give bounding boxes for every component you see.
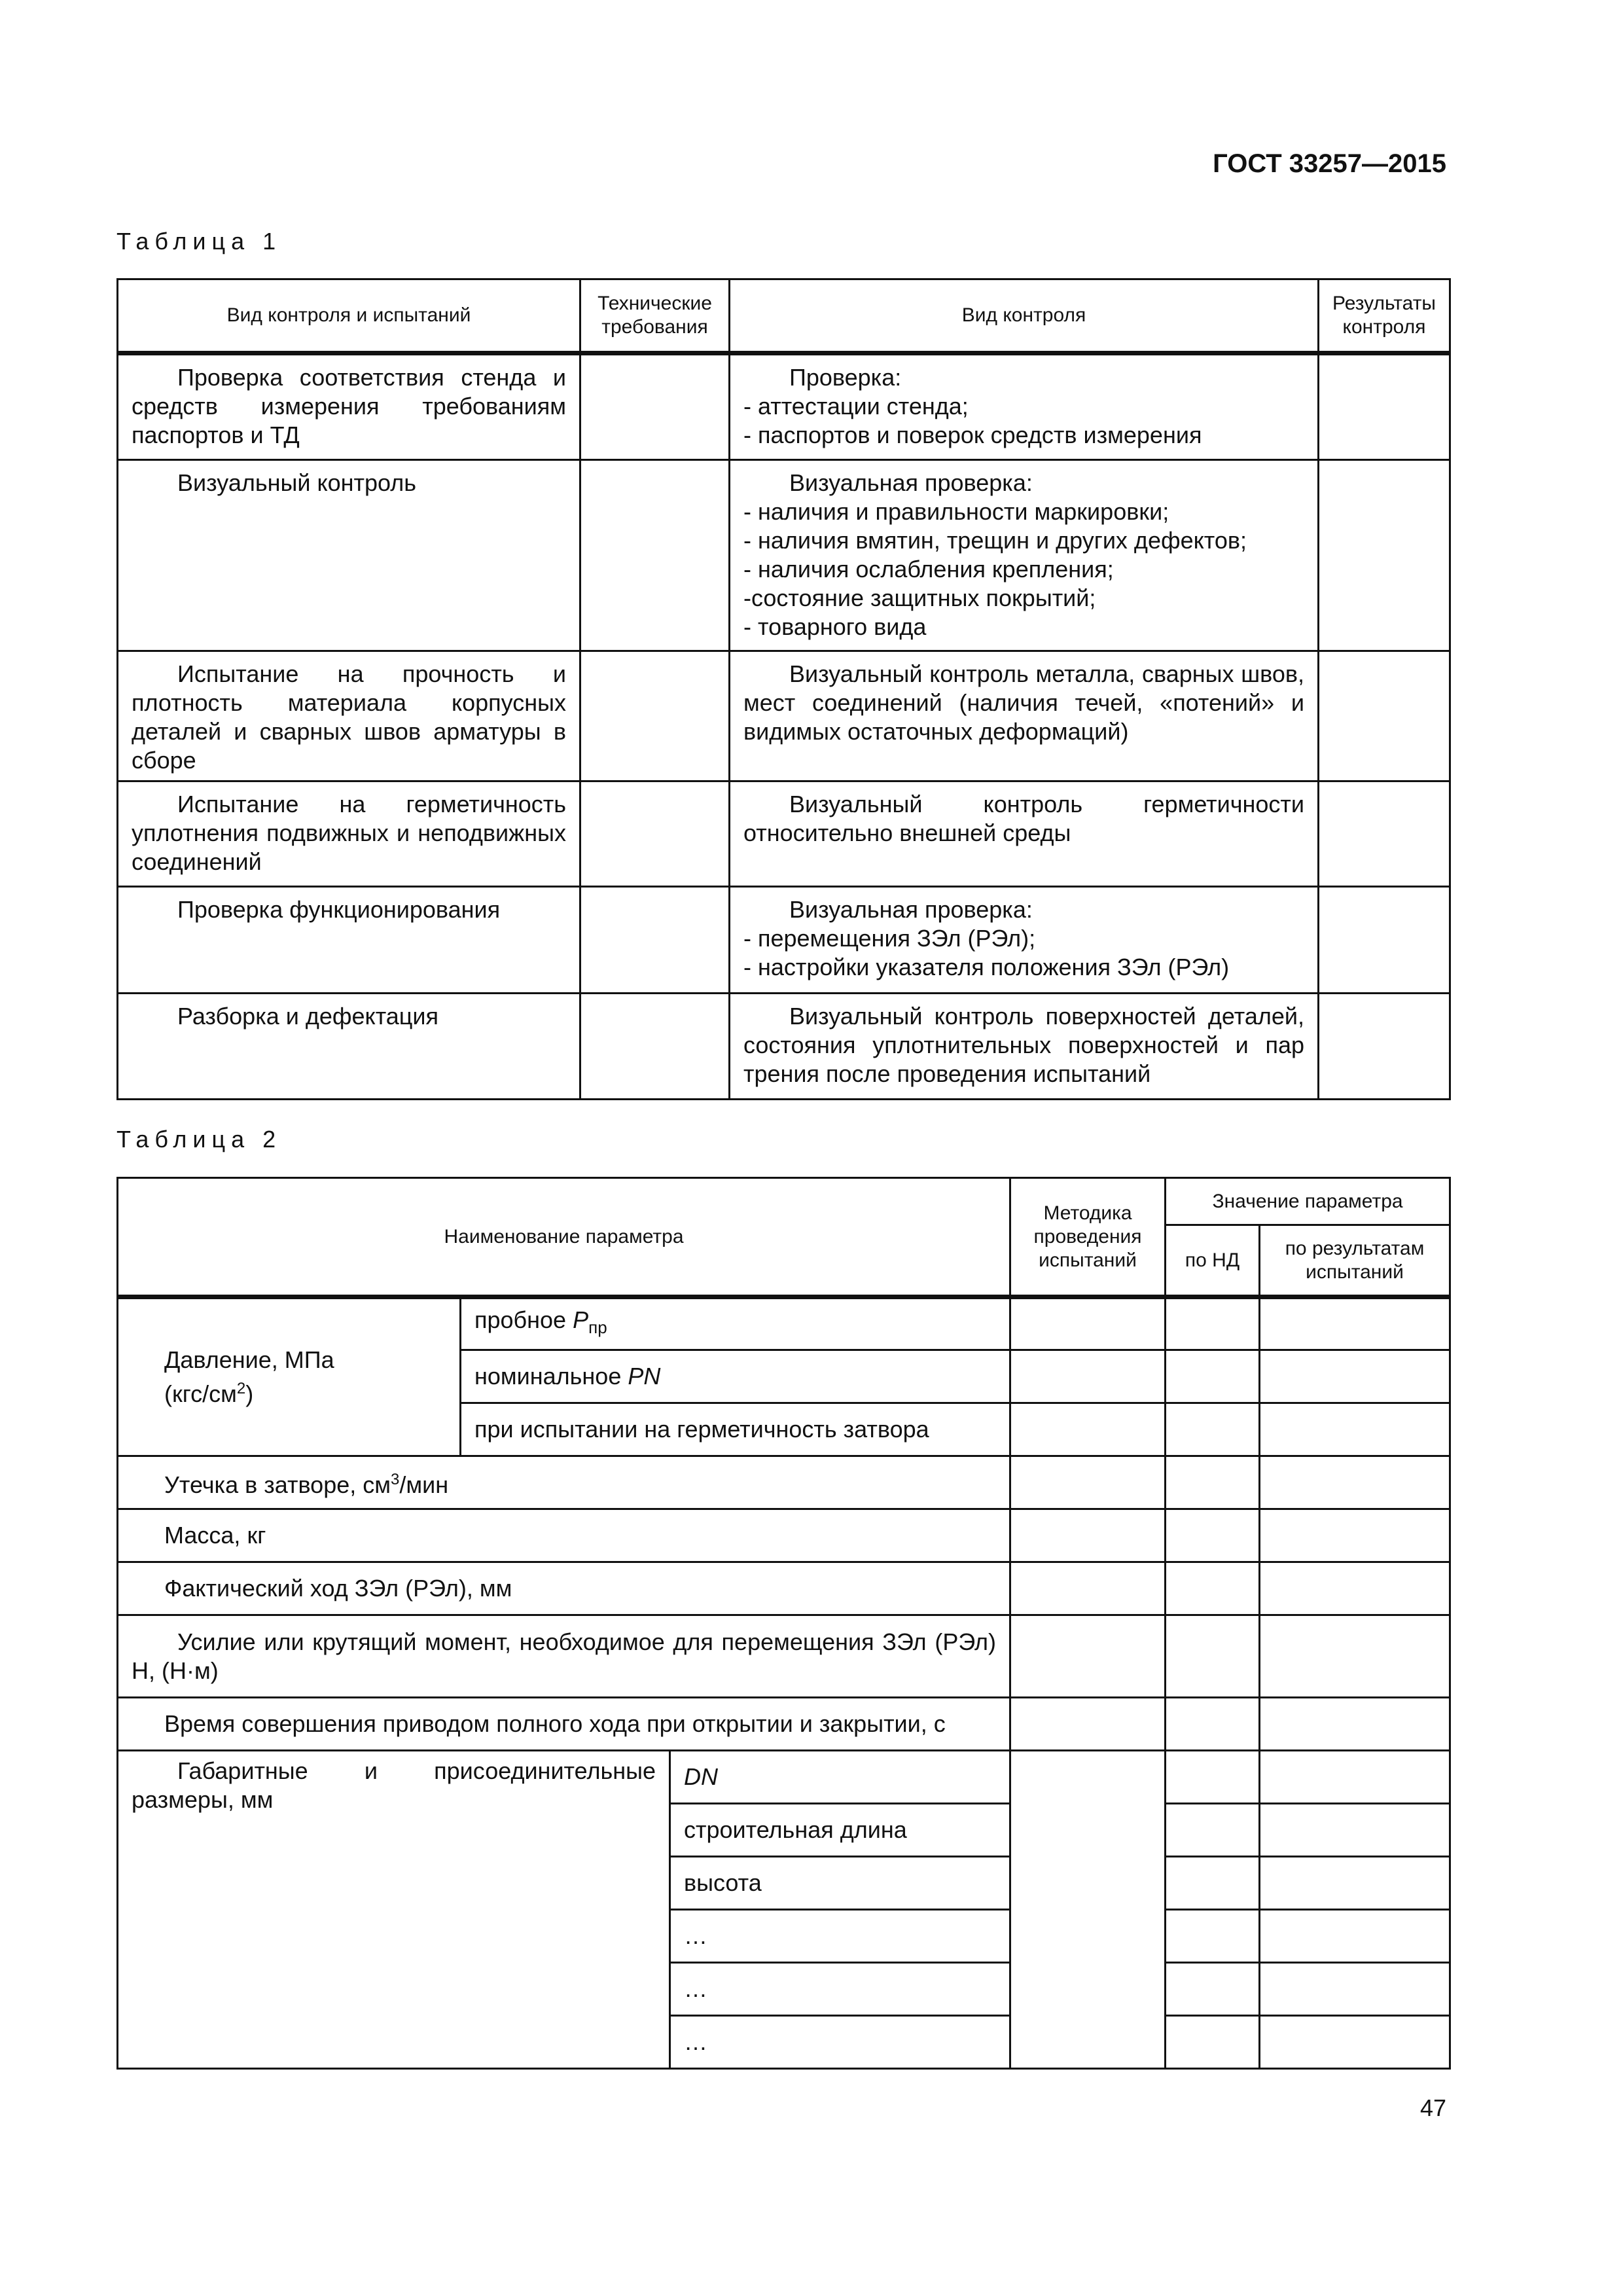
table1-row5-name: Проверка функционирования xyxy=(118,887,580,994)
table1-header-test-type: Вид контроля и испытаний xyxy=(118,279,580,353)
cell-by-nd xyxy=(1166,1615,1260,1698)
cell-by-nd xyxy=(1166,1910,1260,1963)
table1 xyxy=(116,278,1451,1100)
table1-row3-name: Испытание на прочность и плотность материала корпусных деталей и сварных швов арматуры в сборе xyxy=(118,651,580,781)
table1-row2-control: Визуальная проверка: - наличия и правильности маркировки; - наличия вмятин, трещин и других дефектов; - наличия ослабления крепления; -состояние защитных покрытий; - товарного вида xyxy=(730,460,1319,651)
cell-by-nd xyxy=(1166,1857,1260,1910)
table1-row3-result xyxy=(1319,651,1450,781)
dims-label: Габаритные и присоединительные размеры, мм xyxy=(118,1751,670,2069)
table-row xyxy=(118,1562,1450,1615)
table-row xyxy=(118,460,1450,651)
page-number: 47 xyxy=(1419,2094,1446,2121)
table1-row3-tech xyxy=(580,651,730,781)
cell-by-results xyxy=(1260,1403,1450,1456)
cell-by-nd xyxy=(1166,1804,1260,1857)
cell-by-nd xyxy=(1166,1509,1260,1562)
table-row xyxy=(118,1615,1450,1698)
table-row xyxy=(118,651,1450,781)
cell-by-results xyxy=(1260,1751,1450,1804)
cell-method xyxy=(1010,1698,1166,1751)
table-row xyxy=(118,887,1450,994)
table1-row5-result xyxy=(1319,887,1450,994)
table1-header-control-type: Вид контроля xyxy=(730,279,1319,353)
cell-by-results xyxy=(1260,1963,1450,2016)
table2-caption: Таблица 2 xyxy=(116,1126,282,1153)
table2-header-value: Значение параметра xyxy=(1166,1178,1450,1225)
table1-row1-name: Проверка соответствия стенда и средств измерения требованиям паспортов и ТД xyxy=(118,353,580,460)
cell-by-nd xyxy=(1166,1698,1260,1751)
table1-row1-control: Проверка: - аттестации стенда; - паспортов и поверок средств измерения xyxy=(730,353,1319,460)
table1-row2-tech xyxy=(580,460,730,651)
leak-label: Утечка в затворе, $см^3$/мин xyxy=(118,1456,1010,1509)
stroke-label: Фактический ход ЗЭл (РЭл), мм xyxy=(118,1562,1010,1615)
table1-header-results: Результаты контроля xyxy=(1319,279,1450,353)
cell-method xyxy=(1010,1615,1166,1698)
pressure-label: Давление, МПа $(кгс/см^2)$ xyxy=(118,1297,461,1456)
cell-method xyxy=(1010,1403,1166,1456)
table2-header-by-nd: по НД xyxy=(1166,1225,1260,1297)
table1-row2-result xyxy=(1319,460,1450,651)
pressure-nominal: номинальное PN xyxy=(461,1350,1010,1403)
table-row xyxy=(118,353,1450,460)
cell-by-nd xyxy=(1166,1751,1260,1804)
table1-caption: Таблица 1 xyxy=(116,228,282,255)
table1-row5-tech xyxy=(580,887,730,994)
table2-header-by-results: по результатам испытаний xyxy=(1260,1225,1450,1297)
table1-header-tech-req: Технические требования xyxy=(580,279,730,353)
pressure-tightness: при испытании на герметичность затвора xyxy=(461,1403,1010,1456)
cell-by-results xyxy=(1260,1698,1450,1751)
table-row xyxy=(118,1297,1450,1350)
table2-header-method: Методика проведения испытаний xyxy=(1010,1178,1166,1297)
cell-method xyxy=(1010,1562,1166,1615)
cell-by-nd xyxy=(1166,1350,1260,1403)
cell-by-results xyxy=(1260,1297,1450,1350)
cell-by-nd xyxy=(1166,1456,1260,1509)
cell-by-results xyxy=(1260,1857,1450,1910)
table1-row1-tech xyxy=(580,353,730,460)
cell-by-results xyxy=(1260,1562,1450,1615)
document-code: ГОСТ 33257—2015 xyxy=(1213,149,1446,178)
dims-item-dn: DN xyxy=(670,1751,1010,1804)
cell-method xyxy=(1010,1509,1166,1562)
table1-row5-control: Визуальная проверка: - перемещения ЗЭл (РЭл); - настройки указателя положения ЗЭл (РЭл) xyxy=(730,887,1319,994)
cell-by-results xyxy=(1260,1456,1450,1509)
table-row xyxy=(118,781,1450,887)
table1-row1-result xyxy=(1319,353,1450,460)
table1-row6-name: Разборка и дефектация xyxy=(118,994,580,1100)
table1-row6-tech xyxy=(580,994,730,1100)
cell-by-results xyxy=(1260,1910,1450,1963)
cell-method xyxy=(1010,1456,1166,1509)
table-row xyxy=(118,1456,1450,1509)
table1-row4-control: Визуальный контроль герметичности относительно внешней среды xyxy=(730,781,1319,887)
table-row xyxy=(118,1751,1450,1804)
cell-by-nd xyxy=(1166,1562,1260,1615)
table1-row4-tech xyxy=(580,781,730,887)
dims-item-ellipsis: … xyxy=(670,2016,1010,2069)
force-label: Усилие или крутящий момент, необходимое для перемещения ЗЭл (РЭл) Н, (Н·м) xyxy=(118,1615,1010,1698)
table1-row6-control: Визуальный контроль поверхностей деталей, состояния уплотнительных поверхностей и пар трения после проведения испытаний xyxy=(730,994,1319,1100)
dims-item-height: высота xyxy=(670,1857,1010,1910)
cell-by-results xyxy=(1260,2016,1450,2069)
cell-by-nd xyxy=(1166,1963,1260,2016)
table2-header-param: Наименование параметра xyxy=(118,1178,1010,1297)
cell-method xyxy=(1010,1350,1166,1403)
mass-label: Масса, кг xyxy=(118,1509,1010,1562)
table-row xyxy=(118,1698,1450,1751)
table1-row2-name: Визуальный контроль xyxy=(118,460,580,651)
table-row xyxy=(118,994,1450,1100)
table1-row4-name: Испытание на герметичность уплотнения подвижных и неподвижных соединений xyxy=(118,781,580,887)
cell-by-nd xyxy=(1166,1403,1260,1456)
dims-item-length: строительная длина xyxy=(670,1804,1010,1857)
table2 xyxy=(116,1177,1451,2070)
pressure-probe: пробное $P_{пр}$ xyxy=(461,1297,1010,1350)
time-label: Время совершения приводом полного хода при открытии и закрытии, с xyxy=(118,1698,1010,1751)
table1-row4-result xyxy=(1319,781,1450,887)
cell-by-results xyxy=(1260,1350,1450,1403)
cell-by-nd xyxy=(1166,2016,1260,2069)
table1-row6-result xyxy=(1319,994,1450,1100)
cell-method xyxy=(1010,1751,1166,2069)
cell-by-results xyxy=(1260,1615,1450,1698)
table-row xyxy=(118,1509,1450,1562)
cell-by-results xyxy=(1260,1509,1450,1562)
dims-item-ellipsis: … xyxy=(670,1963,1010,2016)
cell-by-results xyxy=(1260,1804,1450,1857)
cell-by-nd xyxy=(1166,1297,1260,1350)
cell-method xyxy=(1010,1297,1166,1350)
table1-row3-control: Визуальный контроль металла, сварных швов, мест соединений (наличия течей, «потений» и видимых остаточных деформаций) xyxy=(730,651,1319,781)
dims-item-ellipsis: … xyxy=(670,1910,1010,1963)
